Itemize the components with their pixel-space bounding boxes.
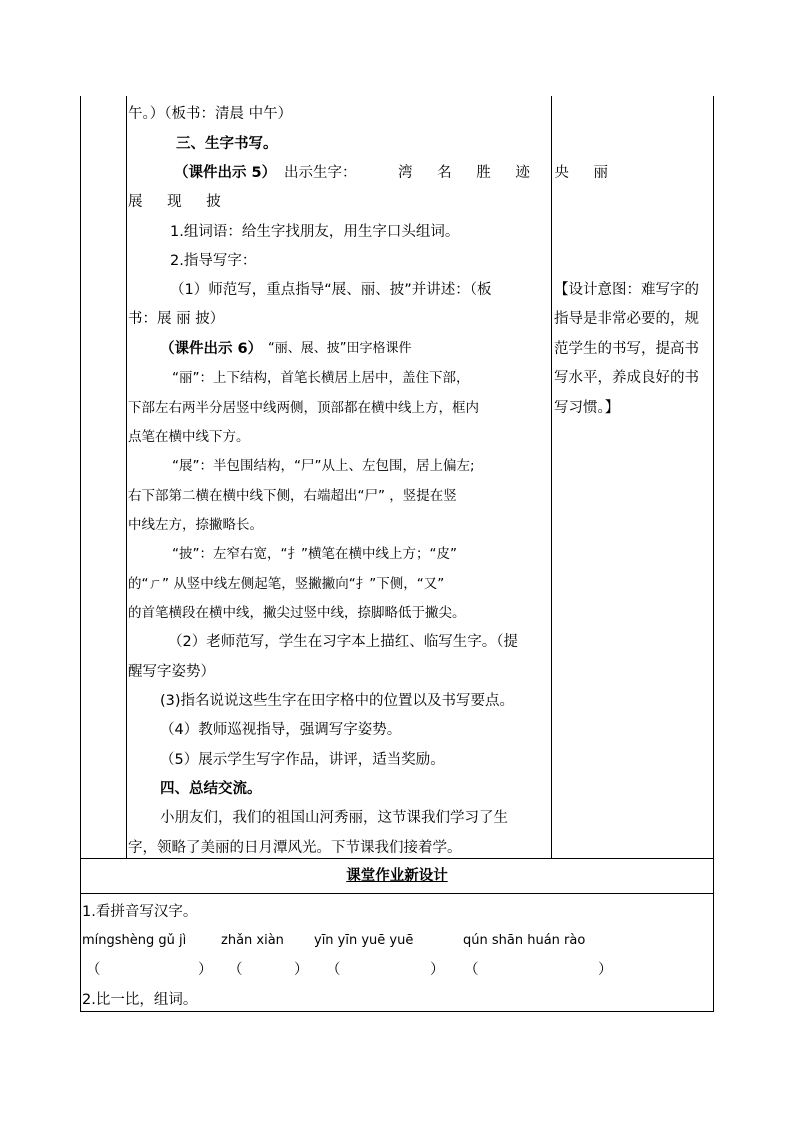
lesson-line: “丽”：上下结构，首笔长横居上居中，盖住下部， [172,370,470,386]
pinyin-2: zhǎn xiàn [221,933,284,948]
pinyin-4: qún shān huán rào [463,933,586,948]
lesson-line: “展”：半包围结构，“尸”从上、左包围，居上偏左; [172,458,475,474]
lesson-line: “丽、展、披”田字格课件 [268,341,412,356]
lesson-line: 2.指导写字： [170,253,257,269]
lesson-line: 午。）（板书：清晨 中午） [128,106,293,122]
lesson-line: 下部左右两半分居竖中线两侧，顶部都在横中线上方，框内 [128,400,479,416]
lesson-line: “披”：左窄右宽，“扌”横笔在横中线上方；“皮” [172,546,457,562]
lesson-line: （5）展示学生写字作品，讲评，适当奖励。 [160,752,445,768]
new-characters: 湾 名 胜 迹 央 丽 [398,165,619,181]
answer-blank-close: ） [430,962,445,978]
row-divider-top [80,858,714,859]
section-heading: 三、生字书写。 [176,136,278,152]
courseware-label: （课件出示 6） [160,341,263,357]
answer-blank-open: （ [464,962,479,978]
pinyin-3: yīn yīn yuē yuē [314,933,414,948]
answer-blank-open: （ [86,962,101,978]
new-characters: 展 现 披 [128,194,231,210]
lesson-line: 小朋友们，我们的祖国山河秀丽，这节课我们学习了生 [160,810,508,826]
lesson-line: 字，领略了美丽的日月潭风光。下节课我们接着学。 [128,840,462,856]
lesson-line: （1）师范写，重点指导“展、丽、披”并讲述：（板 [170,282,492,298]
col-divider-right [551,96,552,858]
lesson-line: 书：展 丽 披） [128,311,225,327]
answer-blank-close: ） [198,962,213,978]
lesson-line: 的首笔横段在横中线，撇尖过竖中线，捺脚略低于撇尖。 [128,605,466,621]
lesson-line: (3)指名说说这些生字在田字格中的位置以及书写要点。 [160,693,515,709]
pinyin-1: míngshèng gǔ jì [82,933,187,948]
lesson-line: 中线左方，捺撇略长。 [128,517,263,533]
homework-title: 课堂作业新设计 [346,868,448,884]
question-2: 2.比一比，组词。 [82,992,198,1008]
answer-blank-open: （ [326,962,341,978]
courseware-label: （课件出示 5） [174,165,277,181]
lesson-line: 1.组词语：给生字找朋友，用生字口头组词。 [170,224,460,240]
design-intent-line: 范学生的书写，提高书 [554,341,699,357]
lesson-line: （4）教师巡视指导，强调写字姿势。 [160,722,402,738]
lesson-line: 出示生字： [284,165,357,181]
design-intent-line: 【设计意图：难写字的 [554,282,699,298]
design-intent-line: 写水平，养成良好的书 [554,370,699,386]
lesson-line: 右下部第二横在横中线下侧，右端超出“尸” ，竖提在竖 [128,488,457,504]
row-divider-title [80,893,714,894]
col-divider-left [126,96,127,858]
lesson-line: 的“ㄏ” 从竖中线左侧起笔，竖撇撇向“扌”下侧，“又” [128,576,445,592]
design-intent-line: 写习惯。】 [554,400,620,416]
lesson-line: （2）老师范写，学生在习字本上描红、临写生字。（提 [168,634,518,650]
answer-blank-close: ） [294,962,309,978]
bottom-border [80,1011,714,1012]
lesson-line: 点笔在横中线下方。 [128,429,250,445]
answer-blank-close: ） [598,962,613,978]
lesson-line: 醒写字姿势） [128,664,215,680]
question-1: 1.看拼音写汉字。 [82,904,198,920]
section-heading: 四、总结交流。 [160,781,262,797]
answer-blank-open: （ [228,962,243,978]
design-intent-line: 指导是非常必要的，规 [554,311,699,327]
